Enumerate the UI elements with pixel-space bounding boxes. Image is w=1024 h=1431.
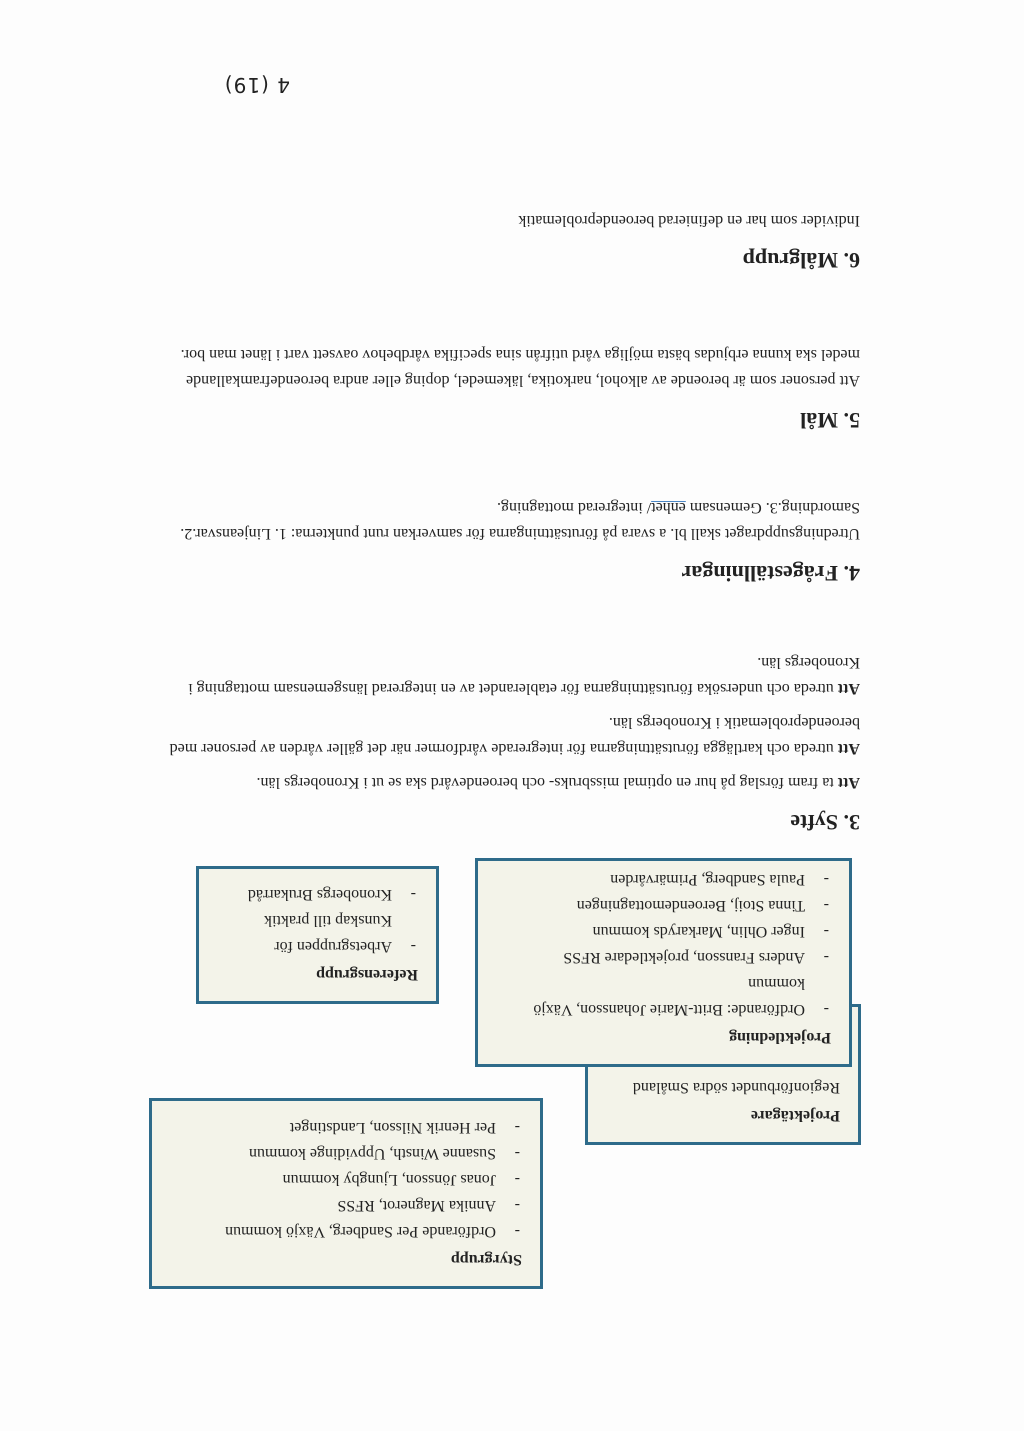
list-item: - Ordförande Per Sandberg, Växjö kommun [170, 1218, 522, 1244]
list-item: - Annika Magnerot, RFSS [170, 1192, 522, 1218]
syfte-heading: 3. Syfte [790, 810, 860, 835]
list-item: - Arbetsgruppen för Kunskap till praktik [217, 907, 418, 959]
page-number: 4 (19) [223, 73, 290, 97]
list-item: - Per Henrik Nilsson, Landstinget [170, 1114, 522, 1140]
list-item: - Tinna Stoij, Beroendemottagningen [496, 892, 831, 918]
mal-section [160, 333, 860, 433]
fragestallningar-text-a: Utredningsuppdraget skall bl. a svara på förutsättningarna för samverkan runt punkterna: 1. Linjeansvar.2. Samordning.3. Gemensam [180, 499, 860, 542]
styrgrupp-title: Styrgrupp [450, 1251, 522, 1268]
projektledning-title: Projektledning [729, 1029, 831, 1046]
syfte-p3-bold: Att [837, 680, 860, 697]
list-item: - Paula Sandberg, Primärvården [496, 866, 831, 892]
syfte-paragraph-3 [160, 649, 860, 701]
fragestallningar-paragraph [160, 494, 860, 546]
list-item: - Anders Fransson, projektledare RFSS [496, 944, 831, 970]
list-item: - Susanne Winsth, Uppvidinge kommun [170, 1140, 522, 1166]
projektagare-title: Projektägare [750, 1107, 840, 1124]
list-item: - Jonas Jönsson, Ljungby kommun [170, 1166, 522, 1192]
malgrupp-section [160, 199, 860, 273]
syfte-paragraph-1 [160, 769, 860, 795]
referensgrupp-box [196, 866, 439, 1004]
syfte-section [160, 641, 860, 835]
syfte-p2-text: utreda och kartlägga förutsättningarna för integrerade vårdformer när det gäller vården av personer med beroendeproblematik i Kronobergs län. [169, 714, 860, 757]
syfte-p1-text: ta fram förslag på hur en optimal missbruks- och beroendevård ska se ut i Kronobergs län. [256, 774, 838, 791]
referensgrupp-title: Referensgrupp [316, 966, 418, 983]
malgrupp-heading: 6. Målgrupp [742, 248, 860, 273]
projektledning-list [496, 866, 831, 1022]
fragestallningar-text-b: / integrerad mottagning. [496, 499, 652, 516]
syfte-p1-bold: Att [837, 774, 860, 791]
list-item: - Kronobergs Brukarråd [217, 881, 418, 907]
fragestallningar-section [160, 486, 860, 586]
projektagare-text: Regionförbundet södra Småland [632, 1079, 840, 1096]
referensgrupp-list [217, 881, 418, 959]
malgrupp-paragraph: Individer som har en definierad beroendeproblematik [518, 212, 860, 229]
projektledning-box [475, 858, 852, 1067]
fragestallningar-heading: 4. Frågeställningar [681, 561, 860, 586]
list-item: - Inger Ohlin, Markaryds kommun [496, 918, 831, 944]
syfte-p3-text: utreda och undersöka förutsättningarna för etablerandet av en integrerad länsgemensam mottagning i Kronobergs län. [188, 654, 860, 697]
syfte-p2-bold: Att [837, 740, 860, 757]
styrgrupp-box [149, 1098, 543, 1289]
mal-paragraph: Att personer som är beroende av alkohol, narkotika, läkemedel, doping eller andra beroendeframkallande medel ska kunna erbjudas bästa möjliga vård utifrån sina specifika vårdbehov oavsett vart i länet man bor. [180, 346, 860, 389]
syfte-paragraph-2 [160, 709, 860, 761]
fragestallningar-underlined-word: enhet [651, 499, 686, 516]
styrgrupp-list [170, 1114, 522, 1244]
mal-heading: 5. Mål [800, 408, 860, 433]
list-item: - Ordförande: Britt-Marie Johansson, Växjö kommun [496, 970, 831, 1022]
